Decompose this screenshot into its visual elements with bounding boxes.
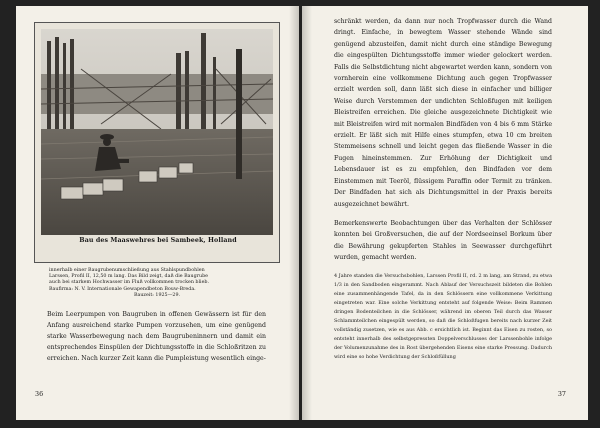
right-text-column xyxy=(334,16,552,362)
caption-line: Bauzeit: 1925—29. xyxy=(133,292,181,298)
right-small-paragraph: 4 Jahre standen die Versuchsbohlen, Larssen Profil II, rd. 2 m lang, am Strand, zu etwa 1/3 in den Sandboden eingerammt. Nach Ablauf der Versuchszeit bildeten die Bohlen eine zusammenhängende Tafel, da in den Schlössern eine vollkommene Verkittung eingetreten war. Eine solche Verkittung entsteht auf folgende Weise: Beim Rammen dringen Bodenteilchen in die Schlösser, während im oberen Teil durch das Wasser Schlammteilchen eingespült werden, so daß die Schloßfugen bereits nach kurzer Zeit vollständig zusetzen, wie es aus Abb. c ersichtlich ist. Beginnt das Eisen zu rosten, so entsteht innerhalb des selbstgepressten Doppelverschlusses der Larssenbohle infolge der Volumenzunahme des in Rost übergehenden Eisens eine starke Pressung. Dadurch wird eine so hohe Verdichtung der Schloßfüllung xyxy=(334,272,552,361)
photo-caption-title: Bau des Maaswehres bei Sambeek, Holland xyxy=(79,237,237,244)
left-body-text xyxy=(47,309,266,364)
gutter-shadow xyxy=(302,6,312,420)
left-body-paragraph: Beim Leerpumpen von Baugruben in offenen Gewässern ist für den Anfang ausreichend starke Pumpen vorzusehen, um eine genügend starke Wasserbewegung nach dem Baugrubeninnern und damit ein entsprechendes Einspülen der Dichtungsstoffe in die Schloßritzen zu erreichen. Nach kurzer Zeit kann die Pumpleistung wesentlich einge- xyxy=(47,311,266,362)
caption-line: Larssen, Profil II, 12,50 m lang. Das Bild zeigt, daß die Baugrube xyxy=(49,274,208,280)
caption-line: innerhalb einer Baugrubenumschließung aus Stahlspundbohlen xyxy=(49,268,205,273)
gutter-shadow xyxy=(289,6,299,420)
right-paragraph-1: schränkt werden, da dann nur noch Tropfwasser durch die Wand dringt. Einfache, in bewegtem Wasser stehende Wände sind genügend abzusteifen, damit nicht durch eine ständige Bewegung die eingespülten Dichtungsstoffe immer wieder gelockert werden. Falls die Selbstdichtung nicht abgewartet werden kann, sondern von vornherein eine vollkommene Dichtung auch gegen Tropfwasser erzielt werden soll, dann läßt sich diese in einfacher und billiger Weise durch Verstemmen der undichten Schloßfugen mit keiligen Bleistreifen erreichen. Die gleiche ausgezeichnete Dichtigkeit wie mit Bleistreifen wird mit normalen Bindfäden von 4 bis 6 mm Stärke erzielt. Er läßt sich mit Hilfe eines stumpfen, etwa 10 cm breiten Stemmeisens schnell und leicht gegen das fließende Wasser in die Fugen hineinstemmen. Zur Erhöhung der Dichtigkeit und Lebensdauer ist es zu empfehlen, den Bindfaden vor dem Einstemmen mit Teeröl, flüssigem Paraffin oder Termit zu tränken. Der Bindfaden hat sich als Dichtungsmittel in der Praxis bereits ausgezeichnet bewährt. xyxy=(334,18,552,208)
photo-caption-details xyxy=(49,268,265,299)
right-page xyxy=(302,6,588,420)
page-number-right: 37 xyxy=(557,390,566,398)
construction-photo-image xyxy=(41,29,273,235)
caption-line: auch bei starkem Hochwasser im Fluß vollkommen trocken blieb. xyxy=(49,280,210,286)
photo-frame xyxy=(34,22,280,263)
caption-line: Baufirma: N. V. Internationale Gewapendbeton Bouw-Breda. xyxy=(49,286,196,292)
page-number-left: 36 xyxy=(35,390,44,398)
construction-photo xyxy=(41,29,273,235)
right-paragraph-2: Bemerkenswerte Beobachtungen über das Verhalten der Schlösser konnten bei Großversuchen, die auf der Nordseeinsel Borkum über die Bewährung gekupferten Stahles in Seewasser durchgeführt wurden, gemacht werden. xyxy=(334,219,552,262)
left-page xyxy=(16,6,299,420)
